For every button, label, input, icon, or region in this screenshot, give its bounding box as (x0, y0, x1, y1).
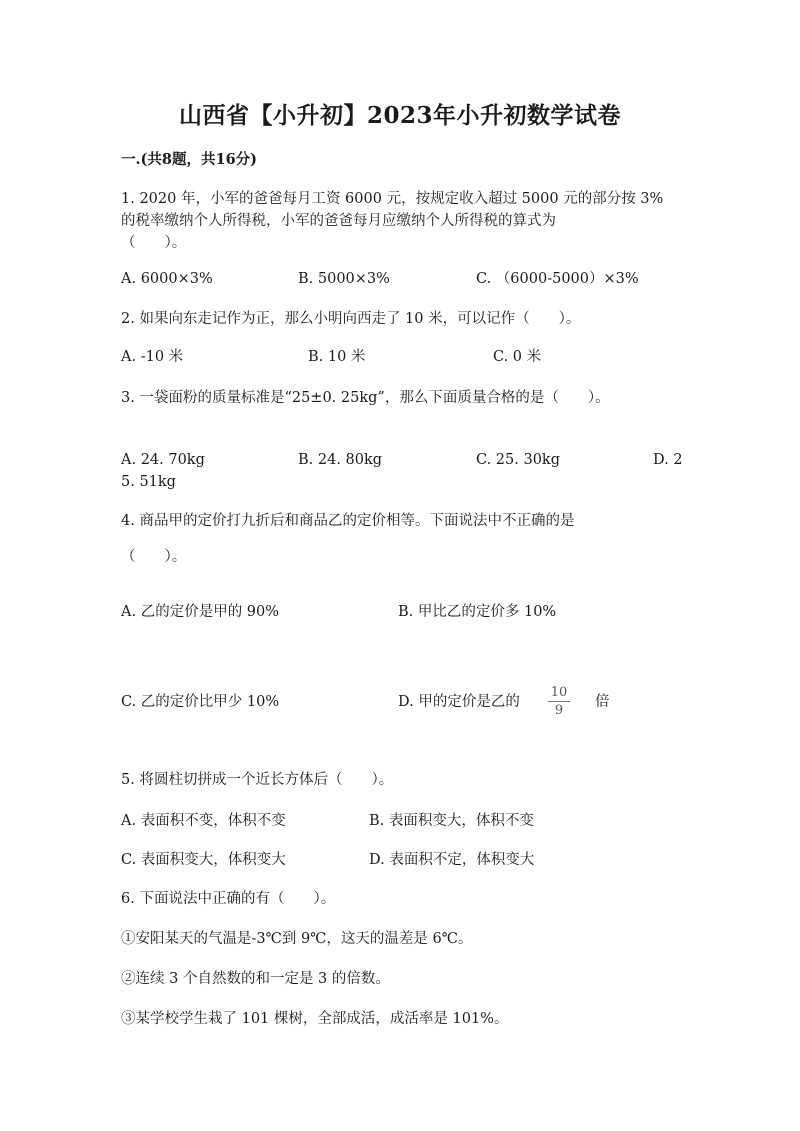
q6-statement-1: ①安阳某天的气温是-3℃到 9℃，这天的温差是 6℃。 (121, 931, 473, 947)
q2-option-c[interactable]: C. 0 米 (493, 349, 542, 365)
q4-fraction (548, 685, 570, 718)
q6-statement-3: ③某学校学生栽了 101 棵树，全部成活，成活率是 101%。 (121, 1011, 509, 1027)
section-header: 一.(共8题，共16分) (121, 151, 258, 168)
q3-option-a[interactable]: A. 24. 70kg (121, 452, 205, 468)
q1-stem-line2: 的税率缴纳个人所得税，小军的爸爸每月应缴纳个人所得税的算式为 (121, 213, 556, 229)
q1-stem-line1: 1. 2020 年，小军的爸爸每月工资 6000 元，按规定收入超过 5000 元的部分按 3% (121, 191, 664, 207)
q4-option-d-suffix: 倍 (595, 694, 610, 710)
q6-stem: 6. 下面说法中正确的有（ ）。 (121, 891, 336, 907)
q2-option-b[interactable]: B. 10 米 (308, 349, 366, 365)
q3-option-c[interactable]: C. 25. 30kg (476, 452, 560, 468)
q4-option-d[interactable]: D. 甲的定价是乙的 (398, 694, 520, 710)
q5-option-d[interactable]: D. 表面积不定，体积变大 (369, 852, 535, 868)
q1-option-a[interactable]: A. 6000×3% (121, 271, 213, 287)
q2-option-a[interactable]: A. -10 米 (121, 349, 184, 365)
q4-option-a[interactable]: A. 乙的定价是甲的 90% (121, 604, 280, 620)
q6-statement-2: ②连续 3 个自然数的和一定是 3 的倍数。 (121, 971, 390, 987)
q4-stem-line1: 4. 商品甲的定价打九折后和商品乙的定价相等。下面说法中不正确的是 (121, 513, 575, 529)
q3-stem: 3. 一袋面粉的质量标准是“25±0. 25kg”，那么下面质量合格的是（ ）。 (121, 390, 610, 406)
fraction-bar (548, 701, 570, 702)
q3-option-d-wrap: 5. 51kg (121, 474, 176, 490)
fraction-numerator: 10 (550, 685, 568, 700)
q1-option-c[interactable]: C. （6000-5000）×3% (476, 271, 639, 287)
q3-option-b[interactable]: B. 24. 80kg (298, 452, 383, 468)
q1-option-b[interactable]: B. 5000×3% (298, 271, 390, 287)
q5-option-a[interactable]: A. 表面积不变，体积不变 (121, 813, 286, 829)
q2-stem: 2. 如果向东走记作为正，那么小明向西走了 10 米，可以记作（ ）。 (121, 311, 581, 327)
fraction-denominator: 9 (554, 703, 564, 718)
q5-stem: 5. 将圆柱切拼成一个近长方体后（ ）。 (121, 772, 394, 788)
q4-option-c[interactable]: C. 乙的定价比甲少 10% (121, 694, 280, 710)
q1-stem-line3: （ ）。 (121, 235, 187, 251)
q4-option-b[interactable]: B. 甲比乙的定价多 10% (398, 604, 557, 620)
page-title: 山西省【小升初】2023年小升初数学试卷 (178, 102, 621, 129)
q5-option-b[interactable]: B. 表面积变大，体积不变 (369, 813, 534, 829)
q3-option-d[interactable]: D. 2 (653, 452, 683, 468)
q4-stem-line2: （ ）。 (121, 549, 187, 565)
q5-option-c[interactable]: C. 表面积变大，体积变大 (121, 852, 286, 868)
